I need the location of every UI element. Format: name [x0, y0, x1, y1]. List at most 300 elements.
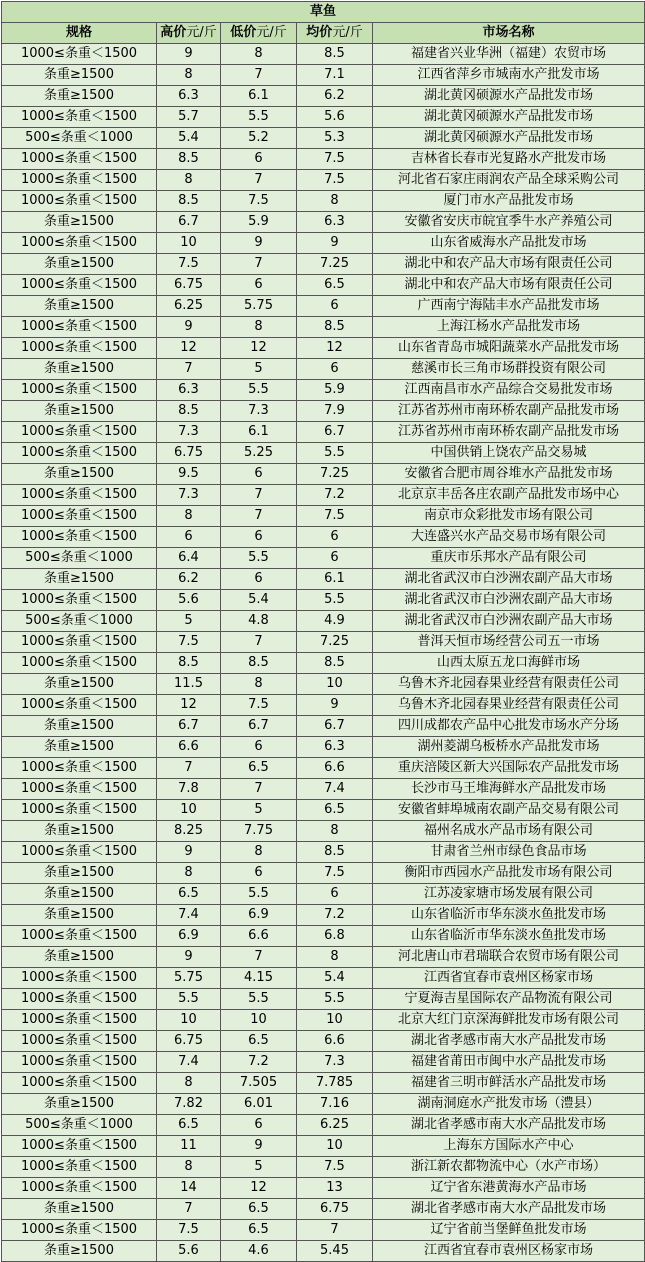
market-name-cell: 江西省宜春市袁州区杨家市场: [373, 1241, 645, 1262]
avg-price-cell: 6.3: [297, 212, 373, 233]
market-name-cell: 湖北省孝感市南大水产品批发市场: [373, 1199, 645, 1220]
low-price-cell: 7: [221, 632, 297, 653]
high-price-cell: 6: [157, 527, 221, 548]
table-row: [2, 254, 645, 275]
header-high-unit: 元/斤: [186, 25, 217, 40]
table-row: [2, 44, 645, 65]
avg-price-cell: 7.5: [297, 1157, 373, 1178]
spec-cell: 1000≤条重＜1500: [2, 380, 157, 401]
header-low: [221, 23, 297, 44]
market-name-cell: 江西省萍乡市城南水产批发市场: [373, 65, 645, 86]
market-name-cell: 江苏省苏州市南环桥农副产品批发市场: [373, 401, 645, 422]
low-price-cell: 5.2: [221, 128, 297, 149]
spec-cell: 条重≥1500: [2, 716, 157, 737]
high-price-cell: 6.75: [157, 443, 221, 464]
avg-price-cell: 7.9: [297, 401, 373, 422]
spec-cell: 1000≤条重＜1500: [2, 170, 157, 191]
market-name-cell: 北京京丰岳各庄农副产品批发市场中心: [373, 485, 645, 506]
low-price-cell: 5: [221, 359, 297, 380]
table-row: [2, 170, 645, 191]
market-name-cell: 江西南昌市水产品综合交易批发市场: [373, 380, 645, 401]
spec-cell: 条重≥1500: [2, 65, 157, 86]
table-row: [2, 1241, 645, 1262]
high-price-cell: 7.3: [157, 422, 221, 443]
avg-price-cell: 5.4: [297, 968, 373, 989]
high-price-cell: 6.5: [157, 884, 221, 905]
table-row: [2, 632, 645, 653]
low-price-cell: 5.75: [221, 296, 297, 317]
header-low-unit: 元/斤: [256, 25, 287, 40]
low-price-cell: 5.25: [221, 443, 297, 464]
market-name-cell: 湖北省武汉市白沙洲农副产品大市场: [373, 569, 645, 590]
avg-price-cell: 7.4: [297, 779, 373, 800]
avg-price-cell: 6.5: [297, 800, 373, 821]
market-name-cell: 大连盛兴水产品交易市场有限公司: [373, 527, 645, 548]
market-name-cell: 上海东方国际水产中心: [373, 1136, 645, 1157]
high-price-cell: 5.75: [157, 968, 221, 989]
table-row: [2, 1199, 645, 1220]
spec-cell: 1000≤条重＜1500: [2, 527, 157, 548]
high-price-cell: 7.82: [157, 1094, 221, 1115]
spec-cell: 1000≤条重＜1500: [2, 1157, 157, 1178]
low-price-cell: 6: [221, 275, 297, 296]
market-name-cell: 湖北中和农产品大市场有限责任公司: [373, 275, 645, 296]
table-title: 草鱼: [2, 2, 645, 23]
high-price-cell: 5.5: [157, 989, 221, 1010]
spec-cell: 1000≤条重＜1500: [2, 926, 157, 947]
spec-cell: 1000≤条重＜1500: [2, 968, 157, 989]
table-row: [2, 863, 645, 884]
low-price-cell: 6: [221, 464, 297, 485]
low-price-cell: 7: [221, 485, 297, 506]
table-row: [2, 1052, 645, 1073]
high-price-cell: 8: [157, 170, 221, 191]
spec-cell: 条重≥1500: [2, 254, 157, 275]
low-price-cell: 5.5: [221, 380, 297, 401]
spec-cell: 条重≥1500: [2, 464, 157, 485]
spec-cell: 1000≤条重＜1500: [2, 422, 157, 443]
avg-price-cell: 6: [297, 884, 373, 905]
high-price-cell: 5.6: [157, 590, 221, 611]
market-name-cell: 山西太原五龙口海鲜市场: [373, 653, 645, 674]
market-name-cell: 福建省莆田市闽中水产品批发市场: [373, 1052, 645, 1073]
market-name-cell: 安徽省合肥市周谷堆水产品批发市场: [373, 464, 645, 485]
spec-cell: 1000≤条重＜1500: [2, 338, 157, 359]
low-price-cell: 5.5: [221, 989, 297, 1010]
table-row: [2, 611, 645, 632]
high-price-cell: 9: [157, 947, 221, 968]
header-avg-unit: 元/斤: [332, 25, 363, 40]
avg-price-cell: 7: [297, 1220, 373, 1241]
table-row: [2, 926, 645, 947]
high-price-cell: 6.75: [157, 1031, 221, 1052]
market-name-cell: 普洱天恒市场经营公司五一市场: [373, 632, 645, 653]
high-price-cell: 9: [157, 44, 221, 65]
spec-cell: 1000≤条重＜1500: [2, 317, 157, 338]
table-row: [2, 842, 645, 863]
table-row: [2, 1136, 645, 1157]
avg-price-cell: 6: [297, 527, 373, 548]
market-name-cell: 河北唐山市君瑞联合农贸市场有限公司: [373, 947, 645, 968]
spec-cell: 1000≤条重＜1500: [2, 653, 157, 674]
low-price-cell: 8: [221, 674, 297, 695]
market-name-cell: 湖北省武汉市白沙洲农副产品大市场: [373, 611, 645, 632]
avg-price-cell: 7.5: [297, 506, 373, 527]
header-high-label: 高价: [160, 25, 187, 40]
market-name-cell: 湖北中和农产品大市场有限责任公司: [373, 254, 645, 275]
spec-cell: 条重≥1500: [2, 86, 157, 107]
low-price-cell: 7: [221, 506, 297, 527]
table-row: [2, 86, 645, 107]
spec-cell: 条重≥1500: [2, 674, 157, 695]
high-price-cell: 7.5: [157, 254, 221, 275]
high-price-cell: 6.25: [157, 296, 221, 317]
high-price-cell: 9: [157, 317, 221, 338]
spec-cell: 1000≤条重＜1500: [2, 443, 157, 464]
avg-price-cell: 6.7: [297, 422, 373, 443]
avg-price-cell: 10: [297, 1136, 373, 1157]
market-name-cell: 中国供销上饶农产品交易城: [373, 443, 645, 464]
avg-price-cell: 7.25: [297, 464, 373, 485]
low-price-cell: 6.5: [221, 1220, 297, 1241]
spec-cell: 1000≤条重＜1500: [2, 107, 157, 128]
header-high: [157, 23, 221, 44]
table-row: [2, 359, 645, 380]
high-price-cell: 7: [157, 359, 221, 380]
market-name-cell: 重庆涪陵区新大兴国际农产品批发市场: [373, 758, 645, 779]
high-price-cell: 7.4: [157, 905, 221, 926]
market-name-cell: 江苏凌家塘市场发展有限公司: [373, 884, 645, 905]
low-price-cell: 12: [221, 338, 297, 359]
table-row: [2, 317, 645, 338]
high-price-cell: 6.5: [157, 1115, 221, 1136]
high-price-cell: 11: [157, 1136, 221, 1157]
market-name-cell: 吉林省长春市光复路水产批发市场: [373, 149, 645, 170]
table-row: [2, 1220, 645, 1241]
table-row: [2, 128, 645, 149]
table-row: [2, 800, 645, 821]
table-row: [2, 485, 645, 506]
market-name-cell: 山东省临沂市华东淡水鱼批发市场: [373, 905, 645, 926]
spec-cell: 1000≤条重＜1500: [2, 233, 157, 254]
market-name-cell: 南京市众彩批发市场有限公司: [373, 506, 645, 527]
high-price-cell: 8.5: [157, 149, 221, 170]
avg-price-cell: 6.2: [297, 86, 373, 107]
spec-cell: 条重≥1500: [2, 884, 157, 905]
high-price-cell: 5: [157, 611, 221, 632]
high-price-cell: 6.2: [157, 569, 221, 590]
market-name-cell: 安徽省蚌埠城南农副产品交易有限公司: [373, 800, 645, 821]
avg-price-cell: 7.1: [297, 65, 373, 86]
table-row: [2, 1010, 645, 1031]
table-row: [2, 821, 645, 842]
avg-price-cell: 7.5: [297, 863, 373, 884]
table-row: [2, 296, 645, 317]
spec-cell: 500≤条重＜1000: [2, 548, 157, 569]
table-row: [2, 233, 645, 254]
table-row: [2, 65, 645, 86]
market-name-cell: 山东省青岛市城阳蔬菜水产品批发市场: [373, 338, 645, 359]
low-price-cell: 8: [221, 44, 297, 65]
table-row: [2, 338, 645, 359]
high-price-cell: 8.5: [157, 191, 221, 212]
high-price-cell: 6.7: [157, 212, 221, 233]
high-price-cell: 14: [157, 1178, 221, 1199]
title-row: [2, 2, 645, 23]
market-name-cell: 宁夏海吉星国际农产品物流有限公司: [373, 989, 645, 1010]
table-row: [2, 401, 645, 422]
high-price-cell: 8: [157, 1157, 221, 1178]
spec-cell: 500≤条重＜1000: [2, 611, 157, 632]
market-name-cell: 长沙市马王堆海鲜水产品批发市场: [373, 779, 645, 800]
spec-cell: 条重≥1500: [2, 947, 157, 968]
avg-price-cell: 7.25: [297, 254, 373, 275]
avg-price-cell: 7.16: [297, 1094, 373, 1115]
market-name-cell: 安徽省安庆市皖宜季牛水产养殖公司: [373, 212, 645, 233]
table-row: [2, 569, 645, 590]
spec-cell: 条重≥1500: [2, 905, 157, 926]
table-row: [2, 884, 645, 905]
market-name-cell: 乌鲁木齐北园春果业经营有限责任公司: [373, 695, 645, 716]
table-row: [2, 506, 645, 527]
spec-cell: 条重≥1500: [2, 359, 157, 380]
table-row: [2, 422, 645, 443]
avg-price-cell: 10: [297, 1010, 373, 1031]
spec-cell: 条重≥1500: [2, 737, 157, 758]
market-name-cell: 上海江杨水产品批发市场: [373, 317, 645, 338]
table-row: [2, 191, 645, 212]
table-row: [2, 443, 645, 464]
table-row: [2, 905, 645, 926]
spec-cell: 500≤条重＜1000: [2, 1115, 157, 1136]
avg-price-cell: 8.5: [297, 653, 373, 674]
avg-price-cell: 8.5: [297, 317, 373, 338]
spec-cell: 1000≤条重＜1500: [2, 1010, 157, 1031]
avg-price-cell: 6.1: [297, 569, 373, 590]
market-name-cell: 湖南洞庭水产批发市场（澧县）: [373, 1094, 645, 1115]
avg-price-cell: 7.25: [297, 632, 373, 653]
low-price-cell: 6: [221, 149, 297, 170]
table-row: [2, 107, 645, 128]
spec-cell: 1000≤条重＜1500: [2, 1031, 157, 1052]
spec-cell: 1000≤条重＜1500: [2, 632, 157, 653]
market-name-cell: 湖北省孝感市南大水产品批发市场: [373, 1115, 645, 1136]
high-price-cell: 7.5: [157, 1220, 221, 1241]
spec-cell: 1000≤条重＜1500: [2, 695, 157, 716]
low-price-cell: 6.9: [221, 905, 297, 926]
spec-cell: 1000≤条重＜1500: [2, 1220, 157, 1241]
avg-price-cell: 6.5: [297, 275, 373, 296]
high-price-cell: 10: [157, 233, 221, 254]
high-price-cell: 6.7: [157, 716, 221, 737]
avg-price-cell: 6.6: [297, 758, 373, 779]
high-price-cell: 5.7: [157, 107, 221, 128]
market-name-cell: 乌鲁木齐北园春果业经营有限责任公司: [373, 674, 645, 695]
table-row: [2, 779, 645, 800]
market-name-cell: 福建省兴业华洲（福建）农贸市场: [373, 44, 645, 65]
high-price-cell: 7.4: [157, 1052, 221, 1073]
high-price-cell: 5.6: [157, 1241, 221, 1262]
low-price-cell: 4.8: [221, 611, 297, 632]
low-price-cell: 9: [221, 1136, 297, 1157]
high-price-cell: 6.3: [157, 86, 221, 107]
low-price-cell: 6.01: [221, 1094, 297, 1115]
high-price-cell: 6.9: [157, 926, 221, 947]
high-price-cell: 8: [157, 1073, 221, 1094]
low-price-cell: 5: [221, 1157, 297, 1178]
table-row: [2, 695, 645, 716]
spec-cell: 1000≤条重＜1500: [2, 275, 157, 296]
avg-price-cell: 6: [297, 359, 373, 380]
high-price-cell: 6.3: [157, 380, 221, 401]
market-name-cell: 慈溪市长三角市场群投资有限公司: [373, 359, 645, 380]
market-name-cell: 湖北黄冈硕源水产品批发市场: [373, 128, 645, 149]
avg-price-cell: 5.5: [297, 443, 373, 464]
header-low-label: 低价: [230, 25, 257, 40]
low-price-cell: 5.9: [221, 212, 297, 233]
avg-price-cell: 8: [297, 821, 373, 842]
table-row: [2, 1031, 645, 1052]
market-name-cell: 重庆市乐邦水产品有限公司: [373, 548, 645, 569]
low-price-cell: 5.5: [221, 548, 297, 569]
spec-cell: 条重≥1500: [2, 569, 157, 590]
low-price-cell: 6.7: [221, 716, 297, 737]
table-row: [2, 1073, 645, 1094]
avg-price-cell: 4.9: [297, 611, 373, 632]
avg-price-cell: 7.785: [297, 1073, 373, 1094]
low-price-cell: 6.1: [221, 422, 297, 443]
avg-price-cell: 6.75: [297, 1199, 373, 1220]
spec-cell: 条重≥1500: [2, 821, 157, 842]
high-price-cell: 7: [157, 758, 221, 779]
high-price-cell: 8: [157, 506, 221, 527]
spec-cell: 1000≤条重＜1500: [2, 1073, 157, 1094]
low-price-cell: 8: [221, 317, 297, 338]
low-price-cell: 6.1: [221, 86, 297, 107]
low-price-cell: 6: [221, 863, 297, 884]
high-price-cell: 7.8: [157, 779, 221, 800]
header-spec: 规格: [2, 23, 157, 44]
low-price-cell: 10: [221, 1010, 297, 1031]
low-price-cell: 7: [221, 254, 297, 275]
spec-cell: 条重≥1500: [2, 863, 157, 884]
low-price-cell: 7: [221, 65, 297, 86]
spec-cell: 条重≥1500: [2, 401, 157, 422]
spec-cell: 条重≥1500: [2, 1199, 157, 1220]
market-name-cell: 山东省威海水产品批发市场: [373, 233, 645, 254]
avg-price-cell: 10: [297, 674, 373, 695]
avg-price-cell: 8: [297, 947, 373, 968]
low-price-cell: 8: [221, 842, 297, 863]
high-price-cell: 12: [157, 695, 221, 716]
table-row: [2, 674, 645, 695]
table-row: [2, 380, 645, 401]
avg-price-cell: 5.5: [297, 590, 373, 611]
low-price-cell: 12: [221, 1178, 297, 1199]
avg-price-cell: 8: [297, 191, 373, 212]
avg-price-cell: 7.2: [297, 905, 373, 926]
spec-cell: 1000≤条重＜1500: [2, 989, 157, 1010]
low-price-cell: 7.5: [221, 695, 297, 716]
table-row: [2, 1094, 645, 1115]
table-row: [2, 275, 645, 296]
table-row: [2, 548, 645, 569]
avg-price-cell: 6: [297, 548, 373, 569]
low-price-cell: 7.5: [221, 191, 297, 212]
high-price-cell: 8.5: [157, 653, 221, 674]
table-row: [2, 968, 645, 989]
spec-cell: 1000≤条重＜1500: [2, 800, 157, 821]
header-avg-label: 均价: [306, 25, 333, 40]
table-row: [2, 149, 645, 170]
spec-cell: 1000≤条重＜1500: [2, 506, 157, 527]
spec-cell: 500≤条重＜1000: [2, 128, 157, 149]
avg-price-cell: 9: [297, 695, 373, 716]
price-table: [1, 1, 645, 1262]
market-name-cell: 辽宁省前当堡鲜鱼批发市场: [373, 1220, 645, 1241]
market-name-cell: 湖州菱湖乌板桥水产品批发市场: [373, 737, 645, 758]
spec-cell: 条重≥1500: [2, 212, 157, 233]
spec-cell: 1000≤条重＜1500: [2, 1052, 157, 1073]
spec-cell: 1000≤条重＜1500: [2, 842, 157, 863]
market-name-cell: 广西南宁海陆丰水产品批发市场: [373, 296, 645, 317]
avg-price-cell: 8.5: [297, 842, 373, 863]
low-price-cell: 7.3: [221, 401, 297, 422]
low-price-cell: 4.6: [221, 1241, 297, 1262]
high-price-cell: 7.5: [157, 632, 221, 653]
table-body: [2, 44, 645, 1262]
avg-price-cell: 5.45: [297, 1241, 373, 1262]
market-name-cell: 甘肃省兰州市绿色食品市场: [373, 842, 645, 863]
market-name-cell: 山东省临沂市华东淡水鱼批发市场: [373, 926, 645, 947]
avg-price-cell: 5.5: [297, 989, 373, 1010]
low-price-cell: 5.5: [221, 884, 297, 905]
high-price-cell: 6.75: [157, 275, 221, 296]
market-name-cell: 湖北省武汉市白沙洲农副产品大市场: [373, 590, 645, 611]
market-name-cell: 福建省三明市鲜活水产品批发市场: [373, 1073, 645, 1094]
high-price-cell: 10: [157, 800, 221, 821]
avg-price-cell: 13: [297, 1178, 373, 1199]
low-price-cell: 7: [221, 170, 297, 191]
spec-cell: 1000≤条重＜1500: [2, 149, 157, 170]
market-name-cell: 湖北黄冈硕源水产品批发市场: [373, 107, 645, 128]
table-row: [2, 758, 645, 779]
high-price-cell: 6.6: [157, 737, 221, 758]
market-name-cell: 福州名成水产品市场有限公司: [373, 821, 645, 842]
high-price-cell: 11.5: [157, 674, 221, 695]
table-row: [2, 1115, 645, 1136]
avg-price-cell: 9: [297, 233, 373, 254]
table-row: [2, 989, 645, 1010]
high-price-cell: 8: [157, 863, 221, 884]
market-name-cell: 厦门市水产品批发市场: [373, 191, 645, 212]
header-avg: [297, 23, 373, 44]
market-name-cell: 辽宁省东港黄海水产品市场: [373, 1178, 645, 1199]
table-row: [2, 1178, 645, 1199]
spec-cell: 条重≥1500: [2, 296, 157, 317]
spec-cell: 1000≤条重＜1500: [2, 191, 157, 212]
low-price-cell: 6: [221, 1115, 297, 1136]
table-row: [2, 464, 645, 485]
market-name-cell: 衡阳市西园水产品批发市场有限公司: [373, 863, 645, 884]
high-price-cell: 9: [157, 842, 221, 863]
low-price-cell: 7: [221, 779, 297, 800]
low-price-cell: 5.4: [221, 590, 297, 611]
avg-price-cell: 7.2: [297, 485, 373, 506]
high-price-cell: 10: [157, 1010, 221, 1031]
table-row: [2, 1157, 645, 1178]
header-row: [2, 23, 645, 44]
